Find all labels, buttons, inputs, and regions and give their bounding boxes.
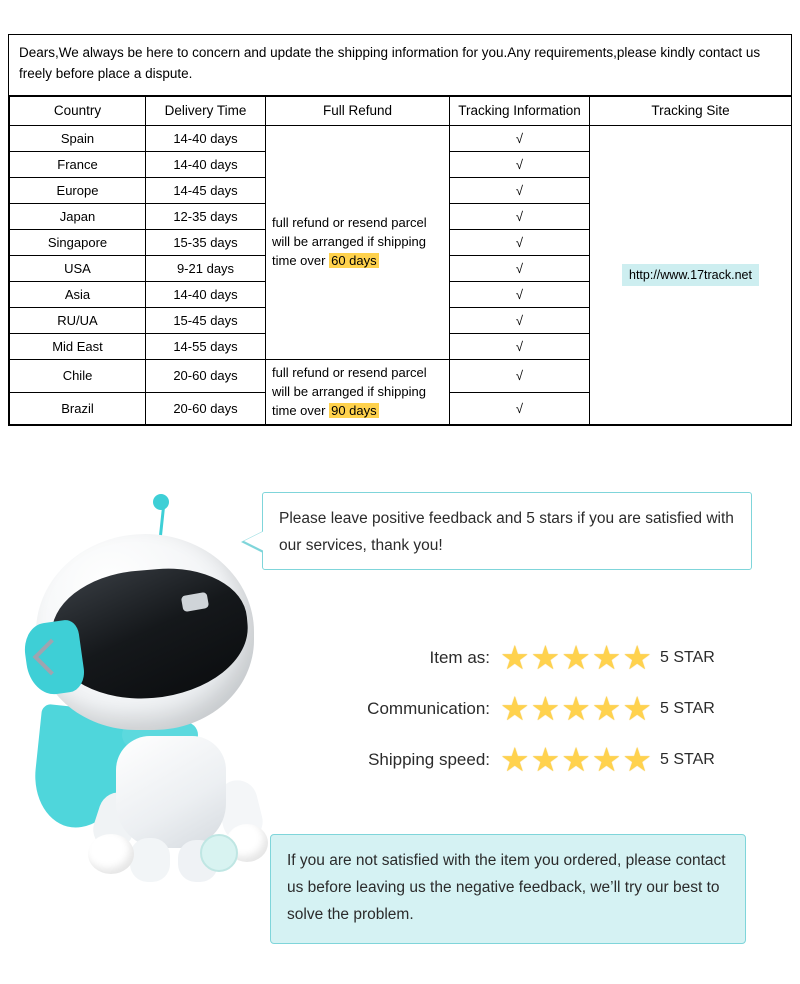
cell-country: USA bbox=[10, 255, 146, 281]
cell-delivery-time: 12-35 days bbox=[146, 203, 266, 229]
cell-tracking-site bbox=[590, 125, 792, 425]
cell-delivery-time: 14-40 days bbox=[146, 281, 266, 307]
shipping-table bbox=[9, 96, 792, 426]
header-tracking-site: Tracking Site bbox=[590, 96, 792, 125]
cell-country: Europe bbox=[10, 177, 146, 203]
cell-tracking-check: √ bbox=[450, 359, 590, 392]
cell-country: Japan bbox=[10, 203, 146, 229]
table-row bbox=[10, 125, 792, 151]
cell-tracking-check: √ bbox=[450, 177, 590, 203]
star-icon[interactable]: ★ bbox=[622, 741, 652, 778]
cell-country: France bbox=[10, 151, 146, 177]
cell-country: Singapore bbox=[10, 229, 146, 255]
robot-body bbox=[116, 736, 226, 848]
star-icon[interactable]: ★ bbox=[500, 639, 530, 676]
rating-stars[interactable] bbox=[500, 743, 652, 776]
cell-tracking-check: √ bbox=[450, 151, 590, 177]
positive-feedback-bubble bbox=[262, 492, 752, 570]
rating-label: Shipping speed: bbox=[368, 749, 490, 769]
cell-tracking-check: √ bbox=[450, 125, 590, 151]
star-icon[interactable]: ★ bbox=[561, 741, 591, 778]
rating-stars[interactable] bbox=[500, 641, 652, 674]
cell-delivery-time: 14-45 days bbox=[146, 177, 266, 203]
cell-country: Brazil bbox=[10, 392, 146, 425]
star-icon[interactable]: ★ bbox=[591, 639, 622, 676]
rating-label: Item as: bbox=[429, 647, 490, 667]
rating-label: Communication: bbox=[367, 698, 490, 718]
cell-tracking-check: √ bbox=[450, 333, 590, 359]
cell-delivery-time: 15-35 days bbox=[146, 229, 266, 255]
star-icon[interactable]: ★ bbox=[530, 690, 561, 727]
table-header-row bbox=[10, 96, 792, 125]
rating-value: 5 STAR bbox=[659, 750, 715, 768]
refund-highlight-1: 60 days bbox=[331, 252, 377, 268]
cell-delivery-time: 14-55 days bbox=[146, 333, 266, 359]
tracking-site-link[interactable]: http://www.17track.net bbox=[622, 264, 759, 286]
header-full-refund: Full Refund bbox=[266, 96, 450, 125]
refund-highlight-2: 90 days bbox=[331, 402, 377, 418]
bubble-tail-fill bbox=[244, 531, 264, 551]
cell-country: Asia bbox=[10, 281, 146, 307]
star-icon[interactable]: ★ bbox=[622, 690, 652, 727]
rating-value: 5 STAR bbox=[659, 699, 715, 717]
feedback-block bbox=[0, 452, 800, 984]
rating-row-communication bbox=[330, 683, 770, 734]
rating-row-shipping-speed bbox=[330, 734, 770, 785]
rating-row-item-as bbox=[330, 632, 770, 683]
star-icon[interactable]: ★ bbox=[561, 639, 591, 676]
cell-country: Chile bbox=[10, 359, 146, 392]
star-icon[interactable]: ★ bbox=[500, 741, 530, 778]
star-icon[interactable]: ★ bbox=[591, 690, 622, 727]
cell-tracking-check: √ bbox=[450, 281, 590, 307]
robot-left-hand bbox=[88, 834, 134, 874]
robot-left-leg bbox=[130, 838, 170, 882]
cell-country: Spain bbox=[10, 125, 146, 151]
star-icon[interactable]: ★ bbox=[530, 741, 561, 778]
cell-tracking-check: √ bbox=[450, 255, 590, 281]
rating-value: 5 STAR bbox=[659, 648, 715, 666]
cell-delivery-time: 14-40 days bbox=[146, 125, 266, 151]
negative-feedback-notice-bubble bbox=[270, 834, 746, 944]
star-icon[interactable]: ★ bbox=[530, 639, 561, 676]
cell-tracking-check: √ bbox=[450, 229, 590, 255]
cell-country: RU/UA bbox=[10, 307, 146, 333]
cell-tracking-check: √ bbox=[450, 392, 590, 425]
cell-country: Mid East bbox=[10, 333, 146, 359]
negative-feedback-text: If you are not satisfied with the item you ordered, please contact us before leaving us the negative feedback, we’ll try our best to solve the problem. bbox=[287, 852, 726, 924]
star-icon[interactable]: ★ bbox=[591, 741, 622, 778]
rating-list bbox=[330, 632, 770, 785]
refund-text-1: full refund or resend parcel will be arranged if shipping time over bbox=[272, 215, 427, 268]
refund-text-2: full refund or resend parcel will be arranged if shipping time over bbox=[272, 364, 427, 418]
rating-stars[interactable] bbox=[500, 692, 652, 725]
header-delivery-time: Delivery Time bbox=[146, 96, 266, 125]
star-icon[interactable]: ★ bbox=[622, 639, 652, 676]
shipping-info-block bbox=[8, 34, 792, 426]
positive-feedback-text: Please leave positive feedback and 5 stars if you are satisfied with our services, thank you! bbox=[279, 510, 734, 555]
cell-tracking-check: √ bbox=[450, 307, 590, 333]
cell-delivery-time: 9-21 days bbox=[146, 255, 266, 281]
cell-delivery-time: 15-45 days bbox=[146, 307, 266, 333]
header-country: Country bbox=[10, 96, 146, 125]
cell-tracking-check: √ bbox=[450, 203, 590, 229]
robot-badge bbox=[200, 834, 238, 872]
header-tracking-information: Tracking Information bbox=[450, 96, 590, 125]
cell-delivery-time: 14-40 days bbox=[146, 151, 266, 177]
cell-delivery-time: 20-60 days bbox=[146, 392, 266, 425]
shipping-notice: Dears,We always be here to concern and update the shipping information for you.Any requirements,please kindly contact us freely before place a dispute. bbox=[9, 35, 791, 96]
star-icon[interactable]: ★ bbox=[500, 690, 530, 727]
cell-full-refund-group-2 bbox=[266, 359, 450, 425]
star-icon[interactable]: ★ bbox=[561, 690, 591, 727]
cell-delivery-time: 20-60 days bbox=[146, 359, 266, 392]
cell-full-refund-group-1 bbox=[266, 125, 450, 359]
